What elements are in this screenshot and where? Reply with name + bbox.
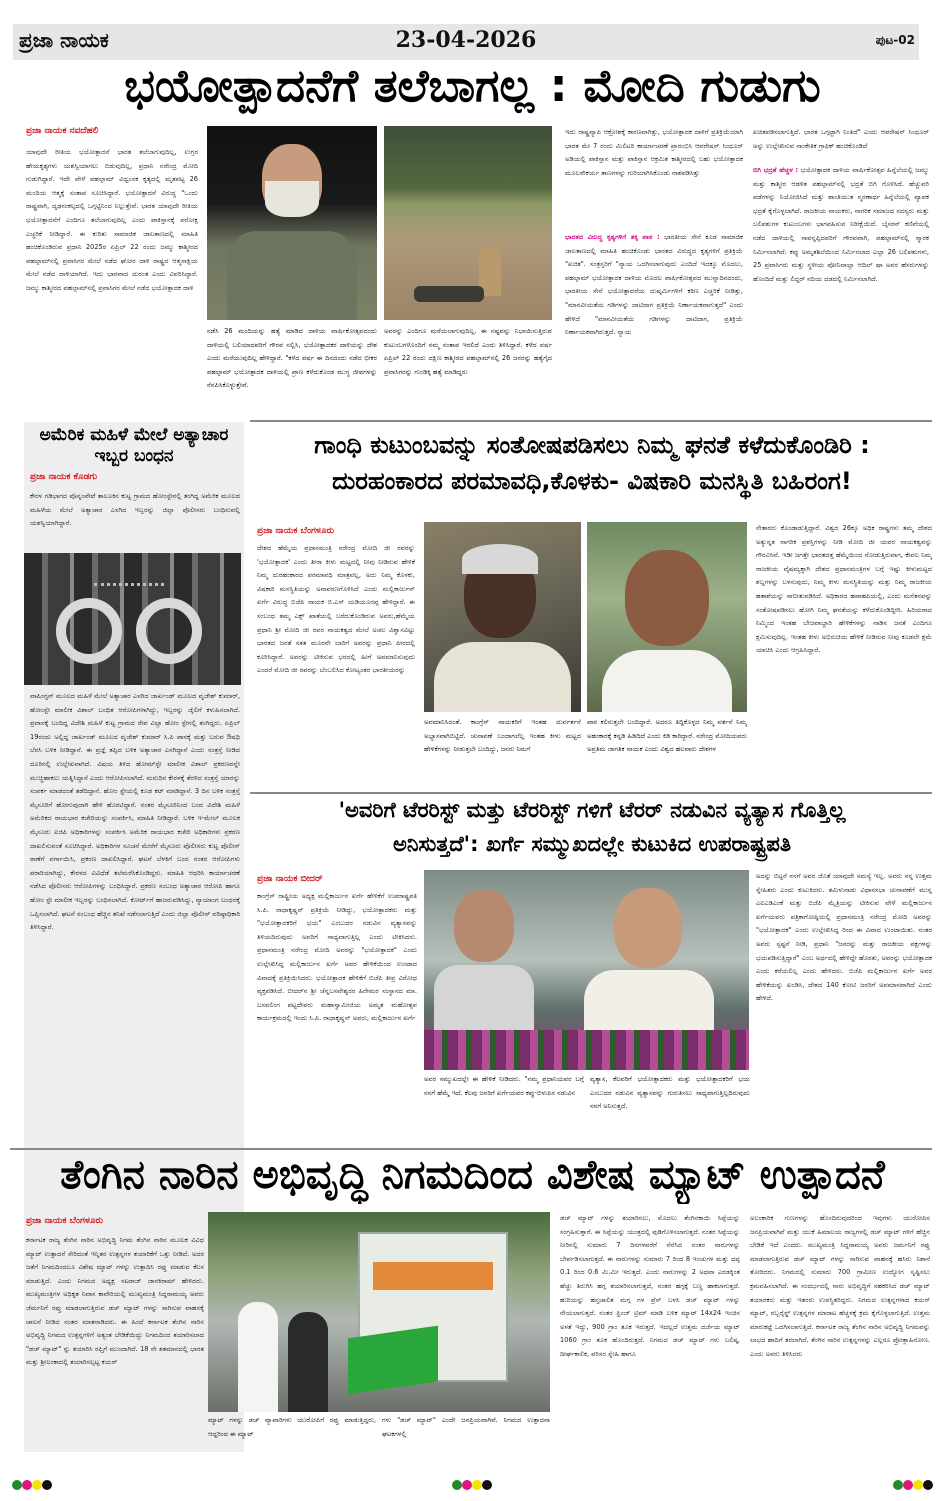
story5-column-1: ಕರ್ನಾಟಕ ರಾಜ್ಯ ತೆಂಗಿನ ನಾರಿನ ಅಭಿವೃದ್ಧಿ ನಿಗಮ ತೆಂಗಿನ ನಾರಿನ ಮೂಲಕ ವಿವಿಧ ಮ್ಯಾಟ್ ಉತ್ಪಾದನೆ ಸೇರಿದಂತೆ ಇನ್ನಿತರ ಉತ್ಪನ್ನಗಳ ತಯಾರಿಕೆಗೆ ಒತ್ತು ನೀಡಿದೆ. ಅದರ ಜತೆಗೆ ನಿಗಮದಿಂದಲೂ ವಿಶೇಷ ಮ್ಯಾಟ್ ಗಳನ್ನು ಉತ್ಪಾದಿಸಿ ರಫ್ತು ಮಾಡುವ ಕೆಲಸ ಮಾಡುತ್ತಿದೆ. ಎಂದು ನಿಗಮದ ಅಧ್ಯಕ್ಷ ನಟರಾಜ್ ಜಾನಕಿರಾಮ್ ಹೇಳಿದರು. ಮುಖ್ಯಮಂತ್ರಿಗಳ ಅಧಿಕೃತ ನಿವಾಸ ಕಾವೇರಿಯಲ್ಲಿ ಮುಖ್ಯಮಂತ್ರಿ ಸಿದ್ದರಾಮಯ್ಯ ಅವರು ಜೆರ್ಮನಿಗೆ ರಫ್ತು ಮಾಡಲಾಗುತ್ತಿರುವ ಡಚ್ ಮ್ಯಾಟ್ ಗಳನ್ನು ಸಾಗಿಸುವ ವಾಹನಕ್ಕೆ ಚಾಲನೆ ನೀಡಿದ ನಂತರ ಮಾತನಾಡಿದರು. ಈ ಹಿಂದೆ ಕರ್ನಾಟಕ ತೆಂಗಿನ ನಾರಿನ ಅಭಿವೃದ್ಧಿ ನಿಗಮದ ಉತ್ಪನ್ನಗಳಿಗೆ ಅತ್ಯಂತ ಬೇಡಿಕೆಯಿದ್ದು ನಿಗಮದಿಂದ ತಯಾರಿಸಲಾದ "ಡಚ್ ಮ್ಯಾಟ್" ನ್ನು ತಯಾರಿಸಿ ರಫ್ತಿಗೆ ಮುಂದಾಗಿದೆ. 18 ನೇ ಶತಮಾನದಲ್ಲಿ ಭಾರತ ಮತ್ತು ಶ್ರೀಲಂಕಾದಲ್ಲಿ ತಯಾರಿಸಲ್ಪಟ್ಟ ಕಯರ್ (26, 1236, 204, 1367)
reg-mark-green (893, 1480, 903, 1490)
story3-column-1: ದೇಶದ ಹೆಮ್ಮೆಯ ಪ್ರಧಾನಮಂತ್ರಿ ನರೇಂದ್ರ ಮೋದಿ ಜೀ ರವರನ್ನು 'ಭಯೋತ್ಪಾದಕ' ಎಂದು ತೀರಾ ಕೀಳು ಮಟ್ಟದಲ್ಲಿ ನೀವು ನೀಡಿರುವ ಹೇಳಿಕೆ ನಿಮ್ಮ ದುರಹಂಕಾರದ ಪರಮಾವಧಿ ಮಾತ್ರವಲ್ಲ, ಅದು ನಿಮ್ಮ ಕೊಳಕು, ವಿಷಕಾರಿ ಮನಸ್ಥಿತಿಯನ್ನು ಅನಾವರಣಗೊಳಿಸಿದೆ ಎಂದು ಮಲ್ಲಿಕಾರ್ಜುನ್ ಖರ್ಗೆ ವಿರುದ್ಧ ಬಿಜೆಪಿ ನಾಯಕ ಬಿ.ಎಸ್ ಯಡಿಯೂರಪ್ಪ ಹೇಳಿದ್ದಾರೆ. ಈ ಸಂಬಂಧ ತಮ್ಮ ಎಕ್ಸ್ ಖಾತೆಯಲ್ಲಿ ಬರೆದುಕೊಂಡಿರುವ ಅವರು,ಹೆಮ್ಮೆಯ ಪ್ರಧಾನಿ ಶ್ರೀ ಮೋದಿ ಜೀ ರವರ ನಾಯಕತ್ವದ ಮೇಲೆ ಅಚಲ ವಿಶ್ವಾಸವಿಟ್ಟು ಭಾರತದ ಜನತೆ ಸತತ ಮೂರನೇ ಬಾರಿಗೆ ಅವರನ್ನು ಪ್ರಧಾನಿ ಪೀಠದಲ್ಲಿ ಕೂರಿಸಿದ್ದಾರೆ. ಅವರನ್ನು ಟೀಕಿಸುವ ಭರದಲ್ಲಿ ಹೀಗೆ ಅವಮಾನಿಸುವುದು ಎಂದರೆ ಮೋದಿ ಜೀ ರವರನ್ನು ಬೆಂಬಲಿಸಿದ ಕೋಟ್ಯಂತರ ಭಾರತೀಯರನ್ನು (257, 544, 415, 675)
reg-mark-black (42, 1480, 52, 1490)
handcuffs-photo (24, 553, 241, 685)
story3-column-4: ನೇತಾರರು ಕೊಂಡಾಡುತ್ತಿದ್ದಾರೆ. ವಿಶ್ವದ 26ಕ್ಕೂ ಅಧಿಕ ರಾಷ್ಟ್ರಗಳು ತಮ್ಮ ದೇಶದ ಅತ್ಯುನ್ನತ ನಾಗರಿಕ ಪ್ರಶಸ್ತಿಗಳನ್ನು ನೀಡಿ ಮೋದಿ ಜೀ ಯವರ ನಾಯಕತ್ವವನ್ನು ಗೌರವಿಸಿವೆ. ಇಡೀ ಜಗತ್ತೇ ಭಾರತದತ್ತ ಹೆಮ್ಮೆಯಿಂದ ನೋಡುತ್ತಿರುವಾಗ, ಕೇವಲ ನಿಮ್ಮ ರಾಜಕೀಯ ವೈಷಮ್ಯಕ್ಕಾಗಿ ದೇಶದ ಪ್ರಧಾನಮಂತ್ರಿಗಳ ಬಗ್ಗೆ ಇಷ್ಟು ಕೀಳುಮಟ್ಟದ ಶಬ್ದಗಳನ್ನು ಬಳಸುವುದು, ನಿಮ್ಮ ಕೀಳು ಮನಸ್ಥಿತಿಯನ್ನು ಮತ್ತು ನಿಮ್ಮ ರಾಜಕೀಯ ಹತಾಶೆಯನ್ನು ಸಾಬೀತುಪಡಿಸಿದೆ. ಅಧಿಕಾರದ ಹಪಾಹಪಿಯಲ್ಲಿ, ಎಂದು ಮನೆತನವನ್ನು ಸಂತೋಷಪಡಿಸಲು ಹೋಗಿ ನಿಮ್ಮ ಘನತೆಯನ್ನು ಕಳೆದುಕೊಂಡಿದ್ದೀರಿ. ಹಿರಿಯರಾದ ನಿಮ್ಮಿಂದ ಇಂತಹ ಬೇಜವಾಬ್ದಾರಿ ಹೇಳಿಕೆಗಳನ್ನು ನಾಡಿನ ಜನತೆ ಎಂದಿಗೂ ಕ್ಷಮಿಸುವುದಿಲ್ಲ. ಇಂತಹ ಕೀಳು ಅಭಿರುಚಿಯ ಹೇಳಿಕೆ ನೀಡಿರುವ ನೀವು ಕೂಡಲೇ ಕ್ಷಮೆ ಯಾಚಿಸಿ ಎಂದು ಆಗ್ರಹಿಸಿದ್ದಾರೆ. (756, 524, 932, 655)
section-divider (250, 420, 932, 422)
reg-mark-magenta (462, 1480, 472, 1490)
section-divider (10, 1148, 932, 1150)
story1-column-3: ಅವರನ್ನು ಎಂದಿಗೂ ಮರೆಯಲಾಗುವುದಿಲ್ಲ. ಈ ನಷ್ಟವನ್ನು ನಿಭಾಯಿಸುತ್ತಿರುವ ಕುಟುಂಬಗಳೊಂದಿಗೆ ನಮ್ಮ ಸಂತಾಪ ಇರಲಿದೆ ಎಂದು ತಿಳಿಸಿದ್ದಾರೆ. ಕಳೆದ ವರ್ಷ ಏಪ್ರಿಲ್ 22 ರಂದು ದಕ್ಷಿಣ ಕಾಶ್ಮೀರದ ಪಹಲ್ಗಾಮ್‌ನಲ್ಲಿ 26 ಜನರನ್ನು ಹತ್ಯೆಗೈದ ಪ್ರವಾಸಿಗರನ್ನು ಗುಂಡಿಕ್ಕಿ ಹತ್ಯೆ ಮಾಡಿದ್ದರು (384, 327, 552, 376)
story1-headline: ಭಯೋತ್ಪಾದನೆಗೆ ತಲೆಬಾಗಲ್ಲ : ಮೋದಿ ಗುಡುಗು (124, 60, 821, 112)
story1-column-4a: ಇದು ರಾಷ್ಟ್ರವ್ಯಾಪಿ ಆಕ್ರೋಶಕ್ಕೆ ಕಾರಣವಾಗಿತ್ತು, ಭಯೋತ್ಪಾದಕ ದಾಳಿಗೆ ಪ್ರತಿಕ್ರಿಯೆಯಾಗಿ ಭಾರತ ಮೇ 7 ರಂದು ಮಿಲಿಟರಿ ಕಾರ್ಯಾಚರಣೆ ಪ್ರಾರಂಭಿಸಿ ಆಪರೇಷನ್ ಸಿಂಧೂರ್ ಅಡಿಯಲ್ಲಿ ಪಾಕಿಸ್ತಾನ ಮತ್ತು ಪಾಕಿಸ್ತಾನ ಆಕ್ರಮಿತ ಕಾಶ್ಮೀರದಲ್ಲಿ ಬಹು ಭಯೋತ್ಪಾದಕ ಮೂಲಸೌಕರ್ಯ ತಾಣಗಳನ್ನು ಗುರಿಯಾಗಿಸಿಕೊಂಡು ನಾಶಪಡಿಸಿತ್ತು (565, 128, 743, 177)
reg-mark-green (12, 1480, 22, 1490)
story5-column-5: ಅಲಂಕಾರಿಕ ಗುಣಗಳನ್ನು ಹೊಂದಿರುವುದರಿಂದ ಇವುಗಳು ಯುರೋಪಿನ ಜನಪ್ರಿಯವಾಗಿವೆ ಮತ್ತು ಯುಕೆ ಹಿಮಾಲಯ ರಾಜ್ಯಗಳಲ್ಲಿ ಡಚ್ ಮ್ಯಾಟ್ ಗಳಿಗೆ ಹೆಚ್ಚಿನ ಬೇಡಿಕೆ ಇದೆ ಎಂದರು. ಮುಖ್ಯಮಂತ್ರಿ ಸಿದ್ದರಾಮಯ್ಯ ಅವರು ಜರ್ಮನಿಗೆ ರಫ್ತು ಮಾಡಲಾಗುತ್ತಿರುವ ಡಚ್ ಮ್ಯಾಟ್ ಗಳನ್ನು ಸಾಗಿಸುವ ವಾಹನಕ್ಕೆ ಹಸಿರು ನಿಶಾನೆ ತೋರಿದರು. ನಿಗಮದಲ್ಲಿ ಸುಮಾರು 700 ಗ್ರಾಮೀಣ ಉದ್ಯೋಗ ಸೃಷ್ಟಿಸಲು ಕ್ರಮವಹಿಸಲಾಗಿದೆ. ಈ ಸಂದರ್ಭದಲ್ಲಿ ನಾರು ಅಭಿವೃದ್ಧಿಗೆ ಸಹಕರಿಸಿದ ಡಚ್ ಮ್ಯಾಟ್ ತಯಾರಕರು ಮತ್ತು ಇತರರು ಉಪಸ್ಥಿತರಿದ್ದರು. ನಿಗಮದ ಉತ್ಪನ್ನಗಳಾದ ಕಯರ್ ಮ್ಯಾಟ್, ರಬ್ಬರೈಸ್ಡ್ ಉತ್ಪನ್ನಗಳ ಮಾರಾಟ ಹೆಚ್ಚಳಕ್ಕೆ ಕ್ರಮ ಕೈಗೊಳ್ಳಲಾಗುತ್ತಿದೆ. ಉತ್ತಮ ಮಾರುಕಟ್ಟೆ ಒದಗಿಸಲಾಗುತ್ತಿದೆ. ಕರ್ನಾಟಕ ರಾಜ್ಯ ತೆಂಗಿನ ನಾರಿನ ಅಭಿವೃದ್ಧಿ ನಿಗಮವನ್ನು ಲಾಭದ ಹಾದಿಗೆ ತರಲಾಗಿದೆ. ತೆಂಗಿನ ನಾರಿನ ಉತ್ಪನ್ನಗಳನ್ನು ಎಲ್ಲರೂ ಪ್ರೋತ್ಸಾಹಿಸೋಣ. ಎಂದು ಅವರು ತಿಳಿಸಿದರು (750, 1214, 930, 1358)
color-registration-marks (893, 1480, 933, 1490)
page-number: ಪುಟ-02 (875, 33, 915, 47)
vice-president-event-photo (424, 870, 749, 1070)
modi-photo (207, 126, 377, 320)
flag-off-ceremony-photo (208, 1212, 550, 1412)
subhead-security: ಬಿಗಿ ಭದ್ರತೆ ಹೆಚ್ಚಳ : (753, 166, 799, 174)
story5-column-4: ಡಚ್ ಮ್ಯಾಟ್ ಗಳನ್ನು ತಯಾರಿಸಲು, ಮೊದಲು ತೆಂಗಿನಕಾಯಿ ಸಿಪ್ಪೆಯನ್ನು ಸಂಗ್ರಹಿಸುತ್ತಾರೆ. ಈ ಸಿಪ್ಪೆಯನ್ನು ಯಂತ್ರದಲ್ಲಿ ಪುಡಿಗೊಳಿಸಲಾಗುತ್ತದೆ. ನಂತರ ಸಿಪ್ಪೆಯನ್ನು ನೀರಿನಲ್ಲಿ ಸುಮಾರು 7 ದಿನಗಳವರೆಗೆ ನೆನೆಸಿದ ನಂತರ ನಾರುಗಳನ್ನು ಬೇರ್ಪಡಿಸಲಾಗುತ್ತದೆ. ಈ ನಾರುಗಳನ್ನು ಸುಮಾರು 7 ರಿಂದ 8 ಇಂಚುಗಳ ಮತ್ತು ದಪ್ಪ 0.1 ರಿಂದ 0.6 ಮಿ.ಮೀ ಇರುತ್ತದೆ. ಎಂದು ನಾರುಗಳನ್ನು 2 ಅಥವಾ ಎರಡಕ್ಕಿಂತ ಹೆಚ್ಚು ತಿರುಗಿಸಿ ಹಗ್ಗ ತಯಾರಿಸಲಾಗುತ್ತದೆ, ನಂತರ ಹಗ್ಗಕ್ಕೆ ಬಣ್ಣ ಹಾಕಲಾಗುತ್ತದೆ. ಹುರಿಯನ್ನು ಹಸ್ತಚಾಲಿತ ಮಗ್ಗ ಗಳ ಪ್ರೆಸ್ ಬಳಸಿ ಡಚ್ ಮ್ಯಾಟ್ ಗಳನ್ನು ನೇಯಲಾಗುತ್ತದೆ. ನಂತರ ಫ್ರಿಂಜ್ ಟ್ರಿಮ್ ಮಾಡಿ ಬಳಿಕ ಮ್ಯಾಟ್ 14x24 ಇಂಚಿನ ಅಳತೆ ಇದ್ದು, 900 ಗ್ರಾಂ ತೂಕ ಇರುತ್ತದೆ. ಇದಲ್ಲದೆ ಉತ್ತಮ ದರ್ಜೆಯ ಮ್ಯಾಟ್ 1060 ಗ್ರಾಂ ತೂಕ ಹೊಂದಿರುತ್ತದೆ. ನಿಗಮದ ಡಚ್ ಮ್ಯಾಟ್ ಗಳು ಬಲಿಷ್ಠ, ದೀರ್ಘಕಾಲಿಕ, ಪರಿಸರ ಸ್ನೇಹಿ ಹಾಗೂ (560, 1214, 740, 1358)
story1-column-4b: ಭಾರತದ ವಿರುದ್ಧ ಕೃತ್ಯಗಳಿಗೆ ತಕ್ಕ ಪಾಠ : ಭಾರತೀಯ ಸೇನೆ ಕೂಡ ಸಾಮಾಜಿಕ ಜಾಲತಾಣದಲ್ಲಿ ಮಾಹಿತಿ ಹಂಚಿಕೊಂಡು ಭಾರತದ ವಿರುದ್ಧದ ಕೃತ್ಯಗಳಿಗೆ ಪ್ರತಿಕ್ರಿಯೆ "ಖಚಿತ". ಸಂತ್ರಸ್ತರಿಗೆ "ನ್ಯಾಯ ಒದಗಿಸಲಾಗುವುದು ಎಂದಿದೆ ಇದಕ್ಕೂ ಮೊದಲು, ಪಹಲ್ಗಾಮ್ ಭಯೋತ್ಪಾದಕ ದಾಳಿಯ ಮೊದಲ ವಾರ್ಷಿಕೋತ್ಸವದ ಮುನ್ನಾದಿನದಂದು, ಭಾರತೀಯ ಸೇನೆ ಭಯೋತ್ಪಾದನೆಯ ದುಷ್ಕರ್ಮಿಗಳಿಗೆ ಕಠಿಣ ಎಚ್ಚರಿಕೆ ನೀಡಿತ್ತು, "ಮಾನವೀಯತೆಯ ಗಡಿಗಳನ್ನು ದಾಟಿದಾಗ ಪ್ರತಿಕ್ರಿಯೆ ನಿರ್ಣಾಯಕವಾಗುತ್ತದೆ" ಎಂದು ಹೇಳಿದೆ "ಮಾನವೀಯತೆಯ ಗಡಿಗಳನ್ನು ದಾಟಿದಾಗ, ಪ್ರತಿಕ್ರಿಯೆ ನಿರ್ಣಾಯಕವಾಗಿರುತ್ತದೆ. ನ್ಯಾಯ (565, 233, 743, 337)
color-registration-marks (452, 1480, 492, 1490)
story3-headline-line2: ದುರಹಂಕಾರದ ಪರಮಾವಧಿ,ಕೊಳಕು- ವಿಷಕಾರಿ ಮನಸ್ಥಿತಿ ಬಹಿರಂಗ! (332, 468, 852, 495)
story2-lead: ಕೇರಳ ಗಡಿಭಾಗದ ಪೊನ್ನಂಪೇಟೆ ತಾಲೂಕಿನ ಕುಟ್ಟ ಗ್ರಾಮದ ಹೋಂಸ್ಟೇನಲ್ಲಿ ತಂಗಿದ್ದ ಅಮೆರಿಕ ಮೂಲದ ಮಹಿಳೆಯ ಮೇಲೆ ಅತ್ಯಾಚಾರ ಎಸಗಿದ ಇಬ್ಬರನ್ನು ಜಿಲ್ಲಾ ಪೊಲೀಸರು ಬಂಧಿಸುವಲ್ಲಿ ಯಶಸ್ವಿಯಾಗಿದ್ದಾರೆ. (30, 492, 240, 528)
story3-column-3: ಪಾಠ ಕಲಿಸುತ್ತಲೇ ಬಂದಿದ್ದಾರೆ. ಅದರೂ ತಿದ್ದಿಕೊಳ್ಳದ ನಿಮ್ಮ ವರ್ತನೆ ನಿಮ್ಮ ಅಹಂಕಾರಕ್ಕೆ ಕನ್ನಡಿ ಹಿಡಿದಿದೆ ಎಂದು ಕಿಡಿ ಕಾರಿದ್ದಾರೆ. ನರೇಂದ್ರ ಮೋದಿಯವರು ಅಪ್ರತಿಮ ಜಾಗತಿಕ ನಾಯಕ ಎಂದು ವಿಶ್ವದ ಹಲವಾರು ದೇಶಗಳ (587, 718, 747, 754)
pahalgam-scene-photo (384, 126, 552, 320)
masthead (13, 24, 919, 60)
story1-column-1: ಯಾವುದೇ ರೀತಿಯ ಭಯೋತ್ಪಾದನೆ ಭಾರತ ತಲೆಬಾಗುವುದಿಲ್ಲ, ಉಗ್ರರ ಹೇಯಕೃತ್ಯಗಳು ಯಶಸ್ವಿಯಾಗಲು ಬಿಡುವುದಿಲ್ಲ, ಪ್ರಧಾನಿ ನರೇಂದ್ರ ಮೋದಿ ಗುಡುಗಿದ್ದಾರೆ. ಇದೇ ವೇಳೆ ಪಹಲ್ಗಾಮ್ ವಿಧ್ವಂಸಕ ಕೃತ್ಯದಲ್ಲಿ ಮೃತಪಟ್ಟ 26 ಮಂದಿಯ ಆತ್ಮಕ್ಕೆ ಸಂತಾಪ ಸೂಚಿಸಿದ್ದಾರೆ. ಭಯೋತ್ಪಾದನೆ ವಿರುದ್ಧ "ಒಂದು ರಾಷ್ಟ್ರವಾಗಿ, ದೃಢಸಂಕಲ್ಪದಲ್ಲಿ ಒಗ್ಗಟ್ಟಿನಿಂದ ನಿಲ್ಲುತ್ತೇವೆ. ಭಾರತ ಯಾವುದೇ ರೀತಿಯ ಭಯೋತ್ಪಾದನೆಗೆ ಎಂದಿಗೂ ತಲೆಬಾಗುವುದಿಲ್ಲ ಎಂದು ಪಾಕಿಸ್ತಾನಕ್ಕೆ ಪರೋಕ್ಷ ಎಚ್ಚರಿಕೆ ನೀಡಿದ್ದಾರೆ. ಈ ಕುರಿತು ಸಾಮಾಜಿಕ ಜಾಲತಾಣದಲ್ಲಿ ಮಾಹಿತಿ ಹಂಚಿಕೊಂಡಿರುವ ಪ್ರಧಾನಿ 2025ರ ಏಪ್ರಿಲ್ 22 ರಂದು ಜಮ್ಮು ಕಾಶ್ಮೀರದ ಪಹಲ್ಗಾಮ್‌ನಲ್ಲಿ ಪ್ರವಾಸಿಗರ ಮೇಲೆ ನಡೆದ ಘೋರ ದಾಳಿ ರಾಷ್ಟ್ರದ ಆತ್ಮಸಾಕ್ಷಿಯ ಮೇಲೆ ನಡೆದ ದಾಳಿಯಾಗಿದೆ. ಇದು ಭಾರವಾದ ದುರಂತ ಎಂದು ವಿವರಿಸಿದ್ದಾರೆ. ಜಮ್ಮು ಕಾಶ್ಮೀರದ ಪಹಲ್ಗಾಮ್‌ನಲ್ಲಿ ಪ್ರವಾಸಿಗರ ಮೇಲೆ ನಡೆದ ಭಯೋತ್ಪಾದಕ ದಾಳಿ (26, 148, 198, 292)
reg-mark-black (923, 1480, 933, 1490)
story5-column-2: ಮ್ಯಾಟ್ ಗಳನ್ನು ಡಚ್ ವ್ಯಾಪಾರಿಗಳು ಯುರೋಪಿಗೆ ರಫ್ತು ಮಾಡುತ್ತಿದ್ದರು, ಆದ್ದರಿಂದ ಈ ಮ್ಯಾಟ್ (208, 1416, 376, 1438)
reg-mark-yellow (913, 1480, 923, 1490)
reg-mark-green (452, 1480, 462, 1490)
kharge-photo (424, 522, 581, 712)
story2-headline-line1: ಅಮೆರಿಕ ಮಹಿಳೆ ಮೇಲೆ ಅತ್ಯಾಚಾರ (39, 426, 229, 445)
story3-byline: ಪ್ರಜಾ ನಾಯಕ ಬೆಂಗಳೂರು (257, 526, 335, 536)
story4-byline: ಪ್ರಜಾ ನಾಯಕ ಬೀದರ್ (257, 874, 323, 884)
story4-column-1: ಕಾಂಗ್ರೆಸ್ ರಾಷ್ಟ್ರೀಯ ಅಧ್ಯಕ್ಷ ಮಲ್ಲಿಕಾರ್ಜುನ ಖರ್ಗೆ ಹೇಳಿಕೆಗೆ ಉಪರಾಷ್ಟ್ರಪತಿ ಸಿ.ಪಿ. ರಾಧಾಕೃಷ್ಣನ್ ಪ್ರತಿಕ್ರಿಯೆ ನೀಡಿದ್ದು, ಭಯೋತ್ಪಾದಕರು ಮತ್ತು "ಭಯೋತ್ಪಾದಕರಿಗೆ ಭಯ" ಎಂಬುದರ ನಡುವಿನ ವ್ಯತ್ಯಾಸವನ್ನು ತಿಳಿಯದಿರುವುದು ಅವರಿಗೆ ಸಾಧ್ಯವಾಗುತ್ತಿಲ್ಲ ಎಂದು ಟೀಕಿಸಿದರು. ಪ್ರಧಾನಮಂತ್ರಿ ನರೇಂದ್ರ ಮೋದಿ ಅವರನ್ನು "ಭಯೋತ್ಪಾದಕ" ಎಂದು ಉಲ್ಲೇಖಿಸಿದ್ದ ಮಲ್ಲಿಕಾರ್ಜುನ ಖರ್ಗೆ ಅವರ ಹೇಳಿಕೆಯಿಂದ ಉಂಟಾದ ವಿವಾದಕ್ಕೆ ಪ್ರತಿಕ್ರಿಯಿಸಿದರು. ಭಯೋತ್ಪಾದಕ ಹೇಳಿಕೆಗೆ ಬಿಜೆಪಿ ತೀವ್ರ ವಿರೋಧ ವ್ಯಕ್ತಪಡಿಸಿದೆ. ಬೀದರ್‌ನ ಶ್ರೀ ಚೆನ್ನಬಸವೇಶ್ವರರ ಹಿರೇಮಠ ಸಂಸ್ಥಾನದ ಮಾ. ಬಸವಲಿಂಗ ಪಟ್ಟದೇವರು ಮಹಾಸ್ವಾಮೀಜಿಯ ಅಮೃತ ಮಹೋತ್ಸವ ಕಾರ್ಯಕ್ರಮದಲ್ಲಿ ಇಂದು ಸಿ.ಪಿ. ರಾಧಾಕೃಷ್ಣನ್ ಅವರು, ಮಲ್ಲಿಕಾರ್ಜುನ ಖರ್ಗೆ (257, 892, 417, 1023)
reg-mark-black (482, 1480, 492, 1490)
story5-byline: ಪ್ರಜಾ ನಾಯಕ ಬೆಂಗಳೂರು (26, 1216, 104, 1226)
story5-headline: ತೆಂಗಿನ ನಾರಿನ ಅಭಿವೃದ್ಧಿ ನಿಗಮದಿಂದ ವಿಶೇಷ ಮ್ಯಾಟ್ ಉತ್ಪಾದನೆ (60, 1152, 885, 1198)
color-registration-marks (12, 1480, 52, 1490)
story4-headline-line1: 'ಅವರಿಗೆ ಟೆರರಿಸ್ಟ್ ಮತ್ತು ಟೆರರಿಸ್ಟ್ ಗಳಿಗೆ ಟೆರರ್ ನಡುವಿನ ವ್ಯತ್ಯಾಸ ಗೊತ್ತಿಲ್ಲ (338, 798, 846, 822)
story2-headline-line2: ಇಬ್ಬರ ಬಂಧನ (94, 447, 174, 466)
story4-headline-line2: ಅನಿಸುತ್ತದೆ': ಖರ್ಗೆ ಸಮ್ಮುಖದಲ್ಲೇ ಕುಟುಕಿದ ಉಪರಾಷ್ಟ್ರಪತಿ (393, 832, 791, 856)
story4-column-4: ಅದನ್ನು ಬಿಟ್ಟರೆ ನನಗೆ ಅವರ ಜೊತೆ ಯಾವುದೇ ಸಮಸ್ಯೆ ಇಲ್ಲ. ಅವರು ನನ್ನ ಉತ್ತಮ ಸ್ನೇಹಿತರು ಎಂದು ಕುಟುಕಿದರು. ತಮಿಳುನಾಡು ವಿಧಾನಸಭಾ ಚುನಾವಣೆಗೆ ಮುನ್ನ ಎಐಎಡಿಎಂಕೆ ಮತ್ತು ಬಿಜೆಪಿ ಮೈತ್ರಿಯನ್ನು ಟೀಕಿಸುವ ವೇಳೆ ಮಲ್ಲಿಕಾರ್ಜುನ ಖರ್ಗೆಯವರು ಪತ್ರಿಕಾಗೋಷ್ಠಿಯಲ್ಲಿ ಪ್ರಧಾನಮಂತ್ರಿ ನರೇಂದ್ರ ಮೋದಿ ಅವರನ್ನು "ಭಯೋತ್ಪಾದಕ" ಎಂದು ಉಲ್ಲೇಖಿಸಿದ್ದ ರಿಂದ ಈ ವಿವಾದ ಉಂಟಾಯಿತು. ನಂತರ ಅವರು ಸ್ಪಷ್ಟನೆ ನೀಡಿ, ಪ್ರಧಾನಿ "ಜನರನ್ನು ಮತ್ತು ರಾಜಕೀಯ ಪಕ್ಷಗಳನ್ನು ಭಯಪಡಿಸುತ್ತಿದ್ದಾರೆ" ಎಂಬ ಅರ್ಥದಲ್ಲಿ ಹೇಳಿದ್ದೇ ಹೊರತು, ಅವರನ್ನು ಭಯೋತ್ಪಾದಕ ಎಂದು ಕರೆಯಲಿಲ್ಲ ಎಂದು ಹೇಳಿದರು. ಬಿಜೆಪಿ ಮಲ್ಲಿಕಾರ್ಜುನ ಖರ್ಗೆ ಅವರ ಹೇಳಿಕೆಯನ್ನು ಖಂಡಿಸಿ, ದೇಶದ 140 ಕೋಟಿ ಜನರಿಗೆ ಅವಮಾನವಾಗಿದೆ ಎಂದು ಹೇಳಿದೆ. (756, 872, 932, 1003)
reg-mark-magenta (903, 1480, 913, 1490)
story1-column-5b: ಬಿಗಿ ಭದ್ರತೆ ಹೆಚ್ಚಳ : ಭಯೋತ್ಪಾದಕ ದಾಳಿಯ ವಾರ್ಷಿಕೋತ್ಸವ ಹಿನ್ನೆಲೆಯಲ್ಲಿ ಜಮ್ಮು ಮತ್ತು ಕಾಶ್ಮೀರ ಆಡಳಿತ ಪಹಲ್ಗಾಮ್‌ನಲ್ಲಿ ಭದ್ರತೆ ಬಿಗಿ ಗೊಳಿಸಿದೆ. ಹೆಚ್ಚುವರಿ ಪಡೆಗಳನ್ನು ನಿಯೋಜಿಸಿದೆ ಮತ್ತು ಶಾಂತಿಯುತ ಸ್ಮರಣಾರ್ಥ ಹಿನ್ನೆಲೆಯಲ್ಲಿ ವ್ಯಾಪಕ ಭದ್ರತೆ ಕೈಗೊಳ್ಳಲಾಗಿದೆ. ರಾಜಕೀಯ ನಾಯಕರು, ನಾಗರಿಕ ಸಮಾಜದ ಸದಸ್ಯರು ಮತ್ತು ಬಲಿಪಶುಗಳ ಕುಟುಂಬಗಳು ಭಾಗವಹಿಸುವ ನಿರೀಕ್ಷೆಯಿದೆ. ಬೈಸರನ್ ಕಣಿವೆಯಲ್ಲಿ ನಡೆದ ದಾಳಿಯಲ್ಲಿ ಸಾವನ್ನಪ್ಪಿದವರಿಗೆ ಗೌರವವಾಗಿ, ಪಹಲ್ಗಾಮ್‌ನಲ್ಲಿ ಸ್ಮಾರಕ ನಿರ್ಮಿಸಲಾಗಿದೆ. ಕಪ್ಪು ಅಮೃತಶಿಲೆಯಿಂದ ನಿರ್ಮಿಸಲಾದ ಎಲ್ಲಾ 26 ಬಲಿಪಶುಗಳು, 25 ಪ್ರವಾಸಿಗರು ಮತ್ತು ಸ್ಥಳೀಯ ಪೋನಿವಾಲ್ಲಾ ಆದಿಲ್ ಷಾ ಅವರ ಹೆಸರುಗಳನ್ನು ಹೊಂದಿದೆ ಮತ್ತು ಲಿದ್ದರ್ ನದಿಯ ದಡದಲ್ಲಿ ನಿರ್ಮಿಸಲಾಗಿದೆ. (753, 166, 929, 283)
subhead-retaliation: ಭಾರತದ ವಿರುದ್ಧ ಕೃತ್ಯಗಳಿಗೆ ತಕ್ಕ ಪಾಠ : (565, 233, 660, 241)
story5-column-3: ಗಳು "ಡಚ್ ಮ್ಯಾಟ್" ಎಂದೇ ಜನಪ್ರಿಯವಾಗಿವೆ. ನಿಗಮದ ಉತ್ಪಾದನಾ ಘಟಕಗಳಲ್ಲಿ (382, 1416, 550, 1438)
issue-date: 23-04-2026 (395, 27, 537, 53)
reg-mark-yellow (32, 1480, 42, 1490)
reg-mark-magenta (22, 1480, 32, 1490)
story1-byline: ಪ್ರಜಾ ನಾಯಕ ನವದೆಹಲಿ (26, 126, 99, 136)
story2-body: ವಾಷಿಂಗ್ಟನ್ ಮೂಲದ ಮಹಿಳೆ ಮೇಲೆ ಅತ್ಯಾಚಾರ ಎಸಗಿದ ಜಾರ್ಖಂಡ್ ಮೂಲದ ವೃಜೇಶ್ ಕುಮಾರ್, ಹೋಂಸ್ಟೇ ಮಾಲೀಕ ವಿಶಾಲ್ ಬಂಧಿತ ಆರೋಪಿಗಳಾಗಿದ್ದು, ಇಬ್ಬರನ್ನು ಜೈಲಿಗೆ ಕಳುಹಿಸಲಾಗಿದೆ. ಪ್ರವಾಸಕ್ಕೆ ಬಂದಿದ್ದ ವಿದೇಶಿ ಮಹಿಳೆ ಕುಟ್ಟ ಗ್ರಾಮದ ರೇಪ ವಿಲ್ಲಾ ಹೋಂ ಸ್ಟೇನಲ್ಲಿ ತಂಗಿದ್ದರು. ಏಪ್ರಿಲ್ 19ರಂದು ಅಲ್ಲಿದ್ದ ಜಾರ್ಖಂಡ್ ಮೂಲದ ವೃಜೇಶ್ ಕುಮಾರ್ ಸಿ.ಪಿ ಪಾನಕ್ಕೆ ಮತ್ತು ಬರುವ ಔಷಧಿ ಬೆರಸಿ ಬಳಿಕ ನೀಡಿದ್ದಾನೆ. ಈ ಪ್ರಜ್ಞೆ ತಪ್ಪಿದ ಬಳಿಕ ಅತ್ಯಾಚಾರ ಎಸಗಿದ್ದಾನೆ ಎಂದು ಸಂತ್ರಸ್ತೆ ನೀಡಿದ ದೂರಿನಲ್ಲಿ ಉಲ್ಲೇಖವಾಗಿದೆ. ವಿಷಯ ತಿಳಿದ ಹೋಮ್‌ಸ್ಟೇ ಮಾಲೀಕ ವಿಶಾಲ್ ಪ್ರಕರಣವನ್ನೇ ಮುಚ್ಚಿಹಾಕಲು ಯತ್ನಿಸಿದ್ದಾನೆ ಎಂದು ಆರೋಪಿಸಲಾಗಿದೆ. ಮರುದಿನ ಕೇರಳಕ್ಕೆ ತೆರಳಿದ ಸಂತ್ರಸ್ತೆ ಯಾರನ್ನು ಸಂಪರ್ಕ ಮಾಡದಂತೆ ತಡೆದಿದ್ದಾನೆ. ಹೋಂ ಸ್ಟೇಯಲ್ಲಿ ಕೂಡ ಕಟ್ ಮಾಡಿದ್ದಾನೆ. 3 ದಿನ ಬಳಿಕ ಸಂತ್ರಸ್ತೆ ಮೈಸೂರಿಗೆ ಹೋಗುವುದಾಗಿ ಹೇಳಿ ಹೊರಟಿದ್ದಾರೆ. ನಂತರ ಮೈಸೂರಿನಿಂದ ಬಂದ ವಿದೇಶಿ ಮಹಿಳೆ ಅಮೆರಿಕದ ರಾಯಭಾರ ಕಚೇರಿಯನ್ನು ಸಂಪರ್ಕಿಸಿ, ಮಾಹಿತಿ ನೀಡಿದ್ದಾರೆ. ಬಳಿಕ ಇ-ಮೇಲ್ ಮೂಲಕ ಮೈಸೂರು ಐಜಿಪಿ ಅಧಿಕಾರಿಗಳನ್ನು ಸಂಪರ್ಕಿಸಿ ಅಮೆರಿಕ ರಾಯಭಾರ ಕಚೇರಿ ಅಧಿಕಾರಿಗಳು ಪ್ರಕರಣ ದಾಖಲಿಸುವಂತೆ ಸೂಚಿಸಿದ್ದಾರೆ. ಅಧಿಕಾರಿಗಳ ಸೂಚನೆ ಮೇರೆಗೆ ಮೈಸೂರು ಪೊಲೀಸರು ಕುಟ್ಟ ಪೊಲೀಸ್ ಠಾಣೆಗೆ ವರ್ಗಾಯಿಸಿ, ಪ್ರಕರಣ ದಾಖಲಿಸಿದ್ದಾರೆ. ಘಟನೆ ಬೆಳಕಿಗೆ ಬಂದ ನಂತರ ಆರೋಪಿಗಳು ಪರಾರಿಯಾಗಿದ್ದು, ಕೇರಳದ ವಿವಿಧೆಡೆ ತಲೆಮರೆಸಿಕೊಂಡಿದ್ದರು. ಮಾಹಿತಿ ಆಧರಿಸಿ ಕಾರ್ಯಾಚರಣೆ ನಡೆಸಿದ ಪೊಲೀಸರು ಆರೋಪಿಗಳನ್ನು ಬಂಧಿಸಿದ್ದಾರೆ. ಪ್ರಕರಣ ಸಂಬಂಧ ಅತ್ಯಾಚಾರ ಆರೋಪಿ ಹಾಗೂ ಹೋಂ ಸ್ಟೇ ಮಾಲೀಕ ಇಬ್ಬರನ್ನು ಬಂಧಿಸಲಾಗಿದೆ. ಕೋರ್ಟ್‌ಗೆ ಹಾಜರುಪಡಿಸಿದ್ದು, ನ್ಯಾಯಾಂಗ ಬಂಧನಕ್ಕೆ ಒಪ್ಪಿಸಲಾಗಿದೆ. ಘಟನೆ ಸಂಬಂಧ ಹೆಚ್ಚಿನ ತನಿಖೆ ನಡೆಸಲಾಗುತ್ತಿದೆ ಎಂದು ಜಿಲ್ಲಾ ಪೊಲೀಸ್ ವರಿಷ್ಠಾಧಿಕಾರಿ ತಿಳಿಸಿದ್ದಾರೆ. (30, 692, 240, 932)
story1-column-5a: ಖಚಿತಪಡಿಸಲಾಗುತ್ತಿದೆ. ಭಾರತ ಒಗ್ಗಟ್ಟಾಗಿ ನಿಂತಿದೆ" ಎಂದು ಆಪರೇಷನ್ ಸಿಂಧೂರ್ ಅನ್ನು ಉಲ್ಲೇಖಿಸುವ ಸಾಂಕೇತಿಕ ಗ್ರಾಫಿಕ್ ಹಂಚಿಕೊಂಡಿದೆ (753, 128, 929, 150)
reg-mark-yellow (472, 1480, 482, 1490)
story1-column-2: ನಡೆಸಿ 26 ಮಂದಿಯನ್ನು ಹತ್ಯೆ ಮಾಡಿದ ದಾಳಿಯ ವಾರ್ಷಿಕೋತ್ಸವದಂದು ದಾಳಿಯಲ್ಲಿ ಬಲಿಯಾದವರಿಗೆ ಗೌರವ ಸಲ್ಲಿಸಿ, ಭಯೋತ್ಪಾದಕರ ದಾಳಿಯನ್ನು ದೇಶ ಎಂದು ಮರೆಯುವುದಿಲ್ಲ ಹೇಳಿದ್ದಾರೆ. "ಕಳೆದ ವರ್ಷ ಈ ದಿನದಂದು ನಡೆದ ಭೀಕರ ಪಹಲ್ಗಾಮ್ ಭಯೋತ್ಪಾದಕ ದಾಳಿಯಲ್ಲಿ ಪ್ರಾಣ ಕಳೆದುಕೊಂಡ ಮುಗ್ಧ ಜೀವಗಳನ್ನು ನೆನಪಿಸಿಕೊಳ್ಳುತ್ತೇವೆ. (207, 327, 377, 390)
story3-column-2: ಅವಮಾನಿಸಿದಂತೆ. ಕಾಂಗ್ರೆಸ್ ನಾಯಕರಿಗೆ ಇಂತಹ ದುರ್ವರ್ತನೆ ಅಭ್ಯಾಸವಾಗಿಬಿಟ್ಟಿದೆ. ಚುನಾವಣೆ ಬಂದಾಗಲೆಲ್ಲ ಇಂತಹ ಕೀಳು ಮಟ್ಟದ ಹೇಳಿಕೆಗಳನ್ನು ನೀಡುತ್ತಲೇ ಬಂದಿದ್ದು, ಜನರು ನಿಮಗೆ (424, 718, 581, 754)
section-divider (250, 792, 932, 794)
newspaper-name: ಪ್ರಜಾ ನಾಯಕ (19, 28, 109, 52)
story4-column-2: ಅವರ ಸಮ್ಮುಖದಲ್ಲೇ ಈ ಹೇಳಿಕೆ ನೀಡಿದರು. "ನಮ್ಮ ಪ್ರಧಾನಿಯವರ ಬಗ್ಗೆ ನನಗೆ ಹೆಮ್ಮೆ ಇದೆ. ಕೆಲವು ಜನರಿಗೆ ಖರ್ಗೆಯವರ ಕಪ್ಪು-ಬಿಳುಪಿನ ನಡುವಿನ (424, 1075, 584, 1097)
yediyurappa-photo (587, 522, 747, 712)
story4-column-3: ವ್ಯತ್ಯಾಸ, ಕೆಲವರಿಗೆ ಭಯೋತ್ಪಾದಕರು ಮತ್ತು ಭಯೋತ್ಪಾದಕರಿಗೆ ಭಯ ಎಂಬುದರ ನಡುವಿನ ವ್ಯತ್ಯಾಸವನ್ನು ಗುರುತಿಸಲು ಸಾಧ್ಯವಾಗುತ್ತಿಲ್ಲದಿರುವುದು ನನಗೆ ಅನಿಸುತ್ತದೆ. (590, 1075, 750, 1111)
story2-byline: ಪ್ರಜಾ ನಾಯಕ ಕೊಡಗು (30, 472, 98, 482)
story3-headline-line1: ಗಾಂಧಿ ಕುಟುಂಬವನ್ನು ಸಂತೋಷಪಡಿಸಲು ನಿಮ್ಮ ಘನತೆ ಕಳೆದುಕೊಂಡಿರಿ : (314, 432, 870, 459)
